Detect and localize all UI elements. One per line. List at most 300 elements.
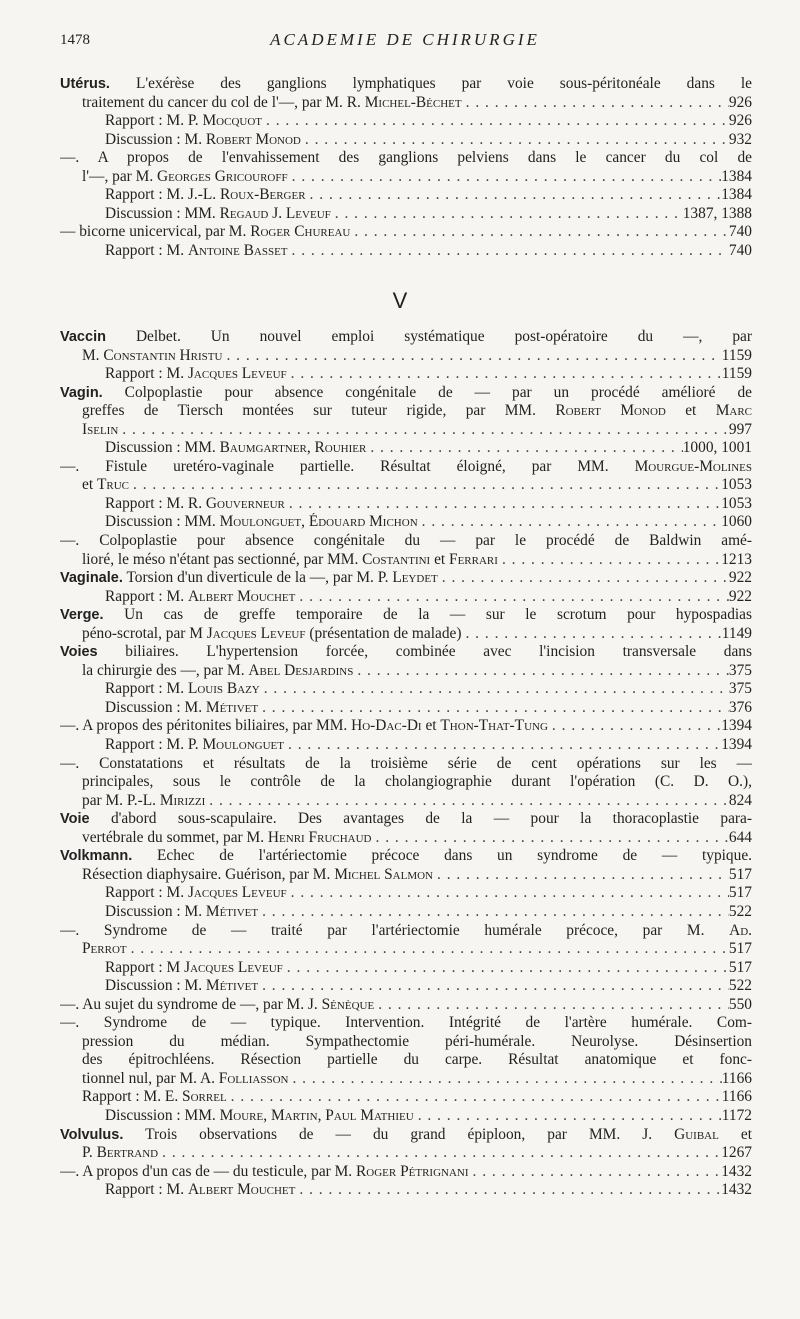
page-reference: 1149 [721,624,752,642]
author-name: Thon-That-Tung [440,717,548,735]
page-reference: 517 [728,884,752,902]
index-line [60,186,752,205]
author-name: Leydet [392,569,438,587]
author-name: Sénèque [321,995,375,1013]
entry-description: —. Syndrome de — typique. Intervention. Intégrité de l'artère humérale. Com- [60,1014,752,1032]
entry-description: —. Colpoplastie pour absence congénitale du — par le procédé de Baldwin amé- [60,532,752,550]
entry-text [105,977,258,996]
page-reference: 824 [728,791,752,809]
entry-text [60,996,374,1015]
page-reference: 550 [728,995,752,1013]
entry-description: —. Syndrome de — traité par l'artériectomie humérale précoce, par M. [60,921,730,939]
index-line [60,643,752,662]
entry-description: traitement du cancer du col de l'—, par M. R. [82,93,365,111]
author-name: Robert Monod [555,402,666,420]
entry-description: Discussion : M. [105,902,206,920]
entry-description: Delbet. Un nouvel emploi systématique post-opératoire du —, par [105,328,752,345]
entry-text [82,551,498,570]
entry-text [82,940,127,959]
index-line [60,75,752,94]
entry-description: d'abord sous-scapulaire. Des avantages de la — pour la thoracoplastie para- [89,810,752,828]
entry-description: l'—, par M. [82,167,158,185]
page-reference: 522 [728,902,752,920]
entry-description: Rapport : M. [105,884,188,902]
dot-leader [306,186,722,205]
index-line [60,662,752,681]
author-name: Sorrel [182,1088,227,1106]
index-line [60,1088,752,1107]
page-reference: 644 [728,828,752,846]
author-name: Henri Fruchaud [267,828,372,846]
entry-description: et [430,550,450,568]
dot-leader [295,588,729,607]
dot-leader [285,495,721,514]
entry-text [60,569,438,588]
index-line [60,829,752,848]
dot-leader [222,347,721,366]
entry-text [105,959,283,978]
entry-description: P. [82,1144,97,1162]
entry-text [82,1088,227,1107]
entry-keyword: Volvulus. [60,1126,124,1143]
page-reference: 1387, 1388 [682,204,752,222]
author-name: Jacques Leveuf [206,624,306,642]
entry-text [105,186,306,205]
entry-description: lioré, le méso n'étant pas sectionné, par MM. [82,550,363,568]
entry-description: biliaires. L'hypertension forcée, combinée avec l'incision transversale dans [97,643,752,661]
entry-keyword: Voie [60,811,90,828]
entry-text [82,829,372,848]
entry-description: Discussion : MM. [105,204,220,222]
index-line [60,959,752,978]
index-line [60,421,752,440]
index-line [60,242,752,261]
entry-keyword: Utérus. [60,76,110,92]
author-name: Regaud [219,204,269,222]
entry-description: J. [268,204,286,222]
page-reference: 1172 [721,1106,752,1124]
entry-description: et [82,476,97,494]
page-reference: 932 [728,130,752,148]
dot-leader [548,717,721,736]
entry-text [105,884,287,903]
page-reference: 1166 [721,1069,752,1087]
entry-description: Un cas de greffe temporaire de la — sur le scrotum pour hypospadias [103,606,752,624]
entry-description: Rapport : M. [105,241,188,259]
dot-leader [118,421,729,440]
author-name: Rouhier [314,439,367,457]
page-reference: 1159 [721,365,752,383]
entry-description: Rapport : M. R. [105,494,206,512]
entry-description: L'exérèse des ganglions lymphatiques par voie sous-péritonéale dans le [109,75,752,92]
index-line [60,458,752,477]
index-line [60,773,752,792]
page-reference: 922 [728,569,752,587]
index-line [60,131,752,150]
author-name: Georges Gricouroff [157,167,288,185]
index-line [60,717,752,736]
page-number: 1478 [60,32,90,48]
author-name: Jacques Leveuf [184,958,283,976]
author-name: Mourgue-Molines [634,457,752,475]
index-line [60,223,752,242]
author-name: Albert Mouchet [187,1181,296,1199]
dot-leader [260,680,729,699]
entry-text [105,736,284,755]
index-line [60,495,752,514]
dot-leader [418,513,722,532]
index-line [60,996,752,1015]
dot-leader [288,242,729,261]
letter-heading: V [392,288,408,313]
page-reference: 375 [728,680,752,698]
page-reference: 1384 [721,186,752,204]
entry-description: —. A propos d'un cas de — du testicule, par M. [60,1162,357,1180]
entry-description: Echec de l'artériectomie précoce dans un syndrome de — typique. [132,847,752,865]
entry-text [82,625,461,644]
entry-description: greffes de Tiersch montées sur tuteur rigide, par MM. [82,402,556,420]
index-line [60,1107,752,1126]
author-name: Métivet [205,902,259,920]
index-line [60,625,752,644]
page-reference: 375 [728,661,752,679]
dot-leader [462,94,729,113]
entry-description: Discussion : MM. [105,1106,220,1124]
entry-text [105,365,287,384]
dot-leader [258,903,729,922]
index-line [60,1181,752,1200]
entry-text [105,513,418,532]
entry-description: Discussion : M. [105,977,206,995]
entry-text [82,347,222,366]
dot-leader [295,1181,721,1200]
entry-text [105,903,258,922]
index-line [60,94,752,113]
page-reference: 1000, 1001 [682,439,752,457]
dot-leader [258,977,729,996]
entry-description: —. Au sujet du syndrome de —, par M. J. [60,995,322,1013]
entry-text [82,866,433,885]
author-name: Folliasson [218,1069,289,1087]
index-line [60,513,752,532]
entry-description: , [301,513,309,531]
dot-leader [287,884,729,903]
index-line [60,551,752,570]
index-line [60,755,752,774]
entry-description: et [665,402,716,420]
author-name: Gouverneur [205,494,285,512]
entry-description: Torsion d'un diverticule de la —, par M. P. [122,569,393,587]
dot-leader [433,866,729,885]
page-reference: 1060 [721,513,752,531]
index-line [60,365,752,384]
page-reference: 922 [728,587,752,605]
entry-description: (présentation de malade) [305,624,462,642]
entry-description: tionnel nul, par M. A. [82,1069,219,1087]
entry-description: , [263,1106,271,1124]
index-line [60,847,752,866]
index-line [60,736,752,755]
author-name: Moure [219,1106,264,1124]
entry-text [82,476,129,495]
author-name: Roux-Berger [220,186,306,204]
entry-keyword: Volkmann. [60,848,133,865]
author-name: Constantin Hristu [103,346,223,364]
entry-description: par M. P.-L. [82,791,160,809]
entry-text [105,242,288,261]
dot-leader [469,1163,722,1182]
author-name: Louis Bazy [187,680,260,698]
entry-description: Discussion : M. [105,130,206,148]
entry-text [60,1163,469,1182]
author-name: Michel Salmon [334,865,433,883]
index-line [60,205,752,224]
index-line [60,384,752,403]
entry-text [105,1181,295,1200]
page-reference: 1053 [721,476,752,494]
dot-leader [331,205,683,224]
dot-leader [287,365,722,384]
entry-description: Rapport : M. [105,680,188,698]
dot-leader [129,476,721,495]
entry-description: — bicorne unicervical, par M. [60,223,251,241]
index-line [60,699,752,718]
entry-description: Discussion : M. [105,698,206,716]
author-name: Mirizzi [159,791,206,809]
index-line [60,680,752,699]
entry-description: Rapport : M. [105,1181,188,1199]
dot-leader [288,168,722,187]
author-name: Roger Pétrignani [356,1162,469,1180]
index-line [60,1126,752,1145]
entry-description: Discussion : MM. [105,439,220,457]
page-reference: 740 [728,241,752,259]
entry-description: des épitrochléens. Résection partielle du carpe. Résultat anatomique et fonc- [82,1051,752,1069]
dot-leader [262,112,729,131]
page-reference: 740 [728,223,752,241]
author-name: Moulonguet [219,513,302,531]
author-name: Roger Chureau [250,223,351,241]
index-line [60,940,752,959]
dot-leader [438,569,729,588]
index-line [60,168,752,187]
page-header [60,30,750,54]
entry-description: Colpoplastie pour absence congénitale de — par un procédé amélioré de [102,383,752,401]
entry-keyword: Voies [60,644,98,661]
entry-text [105,495,285,514]
author-name: Édouard Michon [308,513,418,531]
page-reference: 517 [728,940,752,958]
dot-leader [284,736,721,755]
index-line [60,569,752,588]
entry-keyword: Vaginale. [60,570,123,587]
author-name: Jacques Leveuf [187,884,287,902]
entry-description: , [306,439,315,457]
author-name: Baumgartner [219,439,307,457]
entry-description: Rapport : M. [105,587,188,605]
running-head: ACADEMIE DE CHIRURGIE [270,30,540,49]
index-line [60,328,752,347]
index-line [60,866,752,885]
entry-description: Résection diaphysaire. Guérison, par M. [82,865,335,883]
entry-description: vertébrale du sommet, par M. [82,828,268,846]
index-line [60,476,752,495]
author-name: Antoine Basset [187,241,288,259]
author-name: Abel Desjardins [248,661,354,679]
entry-text [60,223,350,242]
author-name: Perrot [82,940,127,958]
index-line [60,1014,752,1033]
author-name: Marc [715,402,752,420]
index-line [60,792,752,811]
entry-keyword: Vagin. [60,384,103,401]
dot-leader [258,699,729,718]
entry-text [82,421,118,440]
entry-description: principales, sous le contrôle de la cholangiographie durant l'opération (C. D. O.), [82,773,752,791]
author-name: Mocquot [202,112,263,130]
author-name: Robert Monod [205,130,301,148]
author-name: Albert Mouchet [187,587,296,605]
author-name: Michel-Béchet [364,93,462,111]
index-line [60,606,752,625]
entry-description: et [421,717,441,735]
entry-description: pression du médian. Sympathectomie péri-humérale. Neurolyse. Désinsertion [82,1032,752,1050]
index-line [60,347,752,366]
page-reference: 997 [728,420,752,438]
index-line [60,903,752,922]
dot-leader [127,940,729,959]
index-section-v [60,328,752,1200]
dot-leader [288,1070,721,1089]
index-line [60,112,752,131]
page-reference: 1166 [721,1088,752,1106]
dot-leader [350,223,729,242]
dot-leader [301,131,729,150]
author-name: Martin, Paul Mathieu [270,1106,414,1124]
dot-leader [498,551,721,570]
page-reference: 1384 [721,167,752,185]
author-name: Ad. [729,921,752,939]
entry-description: —. A propos des péritonites biliaires, par MM. [60,717,352,735]
entry-text [82,168,288,187]
index-line [60,1051,752,1070]
index-line [60,439,752,458]
entry-text [105,439,366,458]
index-section-u [60,75,752,260]
entry-description: péno-scrotal, par M [82,624,207,642]
page-reference: 1394 [721,717,752,735]
entry-text [105,205,331,224]
index-line [60,922,752,941]
entry-description: Rapport : M. E. [82,1088,183,1106]
index-line [60,810,752,829]
entry-text [82,662,353,681]
index-line [60,1070,752,1089]
entry-keyword: Vaccin [60,329,106,345]
index-line [60,1033,752,1052]
author-name: Jacques Leveuf [187,365,287,383]
entry-text [82,94,462,113]
entry-description: Rapport : M. P. [105,736,203,754]
entry-text [105,699,258,718]
entry-description: —. Fistule uretéro-vaginale partielle. Résultat éloigné, par MM. [60,457,635,475]
dot-leader [374,996,729,1015]
author-name: Leveuf [285,204,331,222]
author-name: Iselin [82,420,119,438]
entry-description: Rapport : M. J.-L. [105,186,220,204]
author-name: Truc [96,476,129,494]
dot-leader [461,625,721,644]
page-reference: 926 [728,93,752,111]
entry-description: Rapport : M. [105,365,188,383]
page-reference: 517 [728,958,752,976]
entry-description: la chirurgie des —, par M. [82,661,249,679]
author-name: Bertrand [96,1144,159,1162]
entry-text [105,112,262,131]
entry-description: —. Constatations et résultats de la troisième série de cent opérations sur les — [60,754,752,772]
page-reference: 1159 [721,346,752,364]
author-name: Métivet [205,977,259,995]
page-reference: 1213 [721,550,752,568]
index-line [60,532,752,551]
dot-leader [158,1144,721,1163]
author-name: Métivet [205,698,259,716]
index-line [60,884,752,903]
dot-leader [227,1088,722,1107]
entry-description: Rapport : M [105,958,185,976]
entry-text [82,1144,158,1163]
page-reference: 1432 [721,1181,752,1199]
index-line [60,588,752,607]
author-name: Guibal [674,1125,719,1143]
index-line [60,1144,752,1163]
entry-text [105,131,301,150]
index-line [60,149,752,168]
entry-text [105,680,260,699]
entry-description: Discussion : MM. [105,513,220,531]
entry-text [105,1107,414,1126]
entry-description: —. A propos de l'envahissement des ganglions pelviens dans le cancer du col de [60,149,752,167]
page-reference: 1053 [721,494,752,512]
entry-description: M. [82,346,104,364]
entry-keyword: Verge. [60,607,104,624]
page-reference: 1432 [721,1162,752,1180]
page-reference: 376 [728,698,752,716]
entry-text [82,1070,288,1089]
index-line [60,1163,752,1182]
author-name: Ho-Dac-Di [351,717,422,735]
entry-description: et [718,1125,752,1143]
author-name: Moulonguet [202,736,284,754]
page-reference: 517 [728,865,752,883]
index-line [60,402,752,421]
page-reference: 1394 [721,736,752,754]
dot-leader [283,959,729,978]
author-name: Costantini [362,550,431,568]
entry-text [82,792,205,811]
dot-leader [366,439,682,458]
entry-text [60,717,548,736]
index-line [60,977,752,996]
dot-leader [372,829,729,848]
entry-description: Trois observations de — du grand épiploon, par MM. J. [123,1125,675,1143]
page-reference: 926 [728,112,752,130]
entry-description: Rapport : M. P. [105,112,203,130]
dot-leader [414,1107,722,1126]
entry-text [105,588,295,607]
dot-leader [205,792,729,811]
page-reference: 522 [728,977,752,995]
